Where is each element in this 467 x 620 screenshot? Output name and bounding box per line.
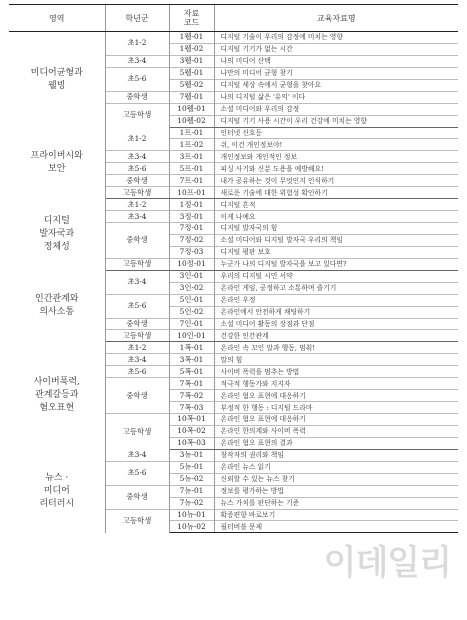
code-cell: 7웰-01 bbox=[169, 91, 214, 103]
area-cell: 사이버폭력, 관계갈등과 혐오표현 bbox=[9, 342, 105, 449]
title-cell: 온라인 우정 bbox=[214, 294, 458, 306]
area-cell: 프라이버시와 보안 bbox=[9, 127, 105, 199]
code-cell: 3정-01 bbox=[169, 211, 214, 223]
title-cell: 신뢰할 수 있는 뉴스 찾기 bbox=[214, 473, 458, 485]
grade-cell: 중학생 bbox=[105, 318, 169, 330]
title-cell: 정보를 평가하는 방법 bbox=[214, 485, 458, 497]
header-area: 영역 bbox=[9, 5, 105, 32]
title-cell: 피싱 사기와 신분 도용을 예방해요! bbox=[214, 163, 458, 175]
table-row bbox=[9, 199, 458, 211]
title-cell: 내가 공유하는 것이 무엇인지 인식하기 bbox=[214, 175, 458, 187]
area-cell: 뉴스 · 미디어 리터러시 bbox=[9, 449, 105, 533]
title-cell: 소셜 미디어와 디지털 발자국 우리의 책임 bbox=[214, 234, 458, 246]
title-cell: 디지털 평판 보호 bbox=[214, 246, 458, 258]
code-cell: 3인-02 bbox=[169, 282, 214, 294]
area-cell: 인간관계와 의사소통 bbox=[9, 270, 105, 342]
table-row bbox=[9, 449, 458, 461]
code-cell: 10폭-03 bbox=[169, 437, 214, 449]
code-cell: 3프-01 bbox=[169, 151, 214, 163]
title-cell: 온라인 속 꼬인 말과 행동, 멈춰! bbox=[220, 343, 315, 352]
title-cell: 창작자의 권리와 책임 bbox=[220, 451, 284, 460]
title-cell: 소셜 미디어와 우리의 감정 bbox=[214, 103, 458, 115]
code-cell: 10뉴-02 bbox=[169, 521, 214, 533]
code-cell: 7폭-01 bbox=[169, 378, 214, 390]
code-cell: 7프-01 bbox=[169, 175, 214, 187]
title-cell: 나만의 미디어 균형 찾기 bbox=[214, 67, 458, 79]
header-code: 자료 코드 bbox=[169, 5, 214, 32]
area-cell: 디지털 발자국과 정체성 bbox=[9, 199, 105, 271]
code-cell: 5폭-01 bbox=[169, 366, 214, 378]
title-cell: 나의 미디어 산택 bbox=[214, 55, 458, 67]
title-cell: 우리의 디지털 시민 서약 bbox=[220, 272, 293, 281]
header-title: 교육자료명 bbox=[214, 5, 458, 32]
grade-cell: 중학생 bbox=[105, 175, 169, 187]
curriculum-table bbox=[9, 4, 458, 533]
code-cell: 1프-02 bbox=[169, 139, 214, 151]
title-cell: 건강한 인간관계 bbox=[214, 330, 458, 342]
code-cell: 5뉴-01 bbox=[169, 461, 214, 473]
code-cell: 1웰-02 bbox=[169, 43, 214, 55]
code-cell: 3웰-01 bbox=[169, 55, 214, 67]
title-cell: 개인정보와 개인적인 정보 bbox=[214, 151, 458, 163]
code-cell: 7인-01 bbox=[169, 318, 214, 330]
grade-cell: 고등학생 bbox=[105, 103, 169, 127]
table-row bbox=[9, 127, 458, 139]
grade-cell: 고등학생 bbox=[105, 509, 169, 533]
code-cell: 7정-02 bbox=[169, 234, 214, 246]
code-cell: 10폭-02 bbox=[169, 425, 214, 437]
grade-cell: 초5-6 bbox=[105, 163, 169, 175]
code-cell: 7정-01 bbox=[169, 223, 214, 235]
code-cell: 1웰-01 bbox=[169, 32, 214, 44]
code-cell: 1정-01 bbox=[169, 199, 214, 211]
grade-cell: 초3-4 bbox=[105, 449, 169, 461]
header-row bbox=[9, 5, 458, 32]
title-cell: 온라인 혐오 표현에 대응하기 bbox=[214, 414, 458, 426]
grade-cell: 초1-2 bbox=[105, 342, 169, 354]
grade-cell: 중학생 bbox=[105, 91, 169, 103]
code-cell: 10프-01 bbox=[169, 187, 214, 199]
area-cell: 미디어균형과 웰빙 bbox=[9, 32, 105, 128]
code-cell: 7폭-03 bbox=[169, 402, 214, 414]
title-cell: 사이버 폭력을 멈추는 방법 bbox=[214, 366, 458, 378]
code-cell: 10뉴-01 bbox=[169, 509, 214, 521]
title-cell: 디지털 발자국의 힘 bbox=[214, 223, 458, 235]
code-cell: 3인-01 bbox=[169, 270, 214, 282]
title-cell: 온라인에서 안전하게 채팅하기 bbox=[214, 306, 458, 318]
grade-cell: 고등학생 bbox=[105, 330, 169, 342]
code-cell: 7뉴-01 bbox=[169, 485, 214, 497]
title-cell: 디지털 기술이 우리의 감정에 미치는 영향 bbox=[220, 33, 343, 42]
grade-cell: 초3-4 bbox=[105, 270, 169, 294]
code-cell: 5웰-02 bbox=[169, 79, 214, 91]
grade-cell: 초5-6 bbox=[105, 366, 169, 378]
grade-cell: 초5-6 bbox=[105, 294, 169, 318]
code-cell: 3폭-01 bbox=[169, 354, 214, 366]
code-cell: 10폭-01 bbox=[169, 414, 214, 426]
title-cell: 쉬, 이건 개인정보야! bbox=[214, 139, 458, 151]
grade-cell: 초1-2 bbox=[105, 127, 169, 151]
grade-cell: 고등학생 bbox=[105, 258, 169, 270]
code-cell: 5프-01 bbox=[169, 163, 214, 175]
grade-cell: 초1-2 bbox=[105, 199, 169, 211]
title-cell: 이게 나예요 bbox=[214, 211, 458, 223]
title-cell: 새로운 기술에 대한 위험성 확인하기 bbox=[214, 187, 458, 199]
title-cell: 적극적 행동가와 지지자 bbox=[214, 378, 458, 390]
title-cell: 누군가 나의 디지털 발자국을 보고 있다면? bbox=[214, 258, 458, 270]
title-cell: 디지털 기기 사용 시간이 우리 건강에 미치는 영향 bbox=[214, 115, 458, 127]
title-cell: 온라인 혐오 표현의 결과 bbox=[214, 437, 458, 449]
title-cell: 나의 디지털 삶은 '유익' 이다 bbox=[214, 91, 458, 103]
grade-cell: 중학생 bbox=[105, 223, 169, 259]
grade-cell: 초3-4 bbox=[105, 151, 169, 163]
title-cell: 온라인 혐오 표현에 대응하기 bbox=[214, 390, 458, 402]
table-row bbox=[9, 270, 458, 282]
code-cell: 10정-01 bbox=[169, 258, 214, 270]
code-cell: 3뉴-01 bbox=[169, 449, 214, 461]
code-cell: 5뉴-02 bbox=[169, 473, 214, 485]
header-grade: 학년군 bbox=[105, 5, 169, 32]
title-cell: 확증편향 바로보기 bbox=[214, 509, 458, 521]
code-cell: 7폭-02 bbox=[169, 390, 214, 402]
grade-cell: 고등학생 bbox=[105, 414, 169, 450]
grade-cell: 초3-4 bbox=[105, 211, 169, 223]
table-row bbox=[9, 342, 458, 354]
grade-cell: 중학생 bbox=[105, 378, 169, 414]
code-cell: 10웰-01 bbox=[169, 103, 214, 115]
code-cell: 7뉴-02 bbox=[169, 497, 214, 509]
title-cell: 디지털 세상 속에서 균형을 찾아요 bbox=[214, 79, 458, 91]
title-cell: 온라인 게임, 공정하고 소통하며 즐기기 bbox=[214, 282, 458, 294]
title-cell: 인터넷 신호등 bbox=[220, 128, 263, 137]
title-cell: 뉴스 가치를 판단하는 기준 bbox=[214, 497, 458, 509]
code-cell: 10인-01 bbox=[169, 330, 214, 342]
code-cell: 5인-02 bbox=[169, 306, 214, 318]
watermark-logo: 이데일리 bbox=[323, 543, 451, 583]
code-cell: 1프-01 bbox=[169, 127, 214, 139]
code-cell: 5웰-01 bbox=[169, 67, 214, 79]
title-cell: 소셜 미디어 활동의 장점과 단점 bbox=[214, 318, 458, 330]
title-cell: 온라인 뉴스 읽기 bbox=[214, 461, 458, 473]
title-cell: 온라인 한의계와 사이버 폭력 bbox=[214, 425, 458, 437]
title-cell: 말의 힘 bbox=[214, 354, 458, 366]
table-body bbox=[9, 32, 458, 533]
title-cell: 필터버블 문제 bbox=[214, 521, 458, 533]
table-row bbox=[9, 32, 458, 44]
title-cell: 디지털 기기가 없는 시간 bbox=[214, 43, 458, 55]
grade-cell: 초1-2 bbox=[105, 32, 169, 56]
grade-cell: 중학생 bbox=[105, 485, 169, 509]
grade-cell: 고등학생 bbox=[105, 187, 169, 199]
code-cell: 5인-01 bbox=[169, 294, 214, 306]
code-cell: 10웰-02 bbox=[169, 115, 214, 127]
grade-cell: 초3-4 bbox=[105, 354, 169, 366]
code-cell: 1폭-01 bbox=[169, 342, 214, 354]
grade-cell: 초5-6 bbox=[105, 461, 169, 485]
grade-cell: 초3-4 bbox=[105, 55, 169, 67]
grade-cell: 초5-6 bbox=[105, 67, 169, 91]
title-cell: 부정적 한 행동 : 디지털 드라마 bbox=[214, 402, 458, 414]
code-cell: 7정-03 bbox=[169, 246, 214, 258]
title-cell: 디지털 흔적 bbox=[220, 200, 256, 209]
